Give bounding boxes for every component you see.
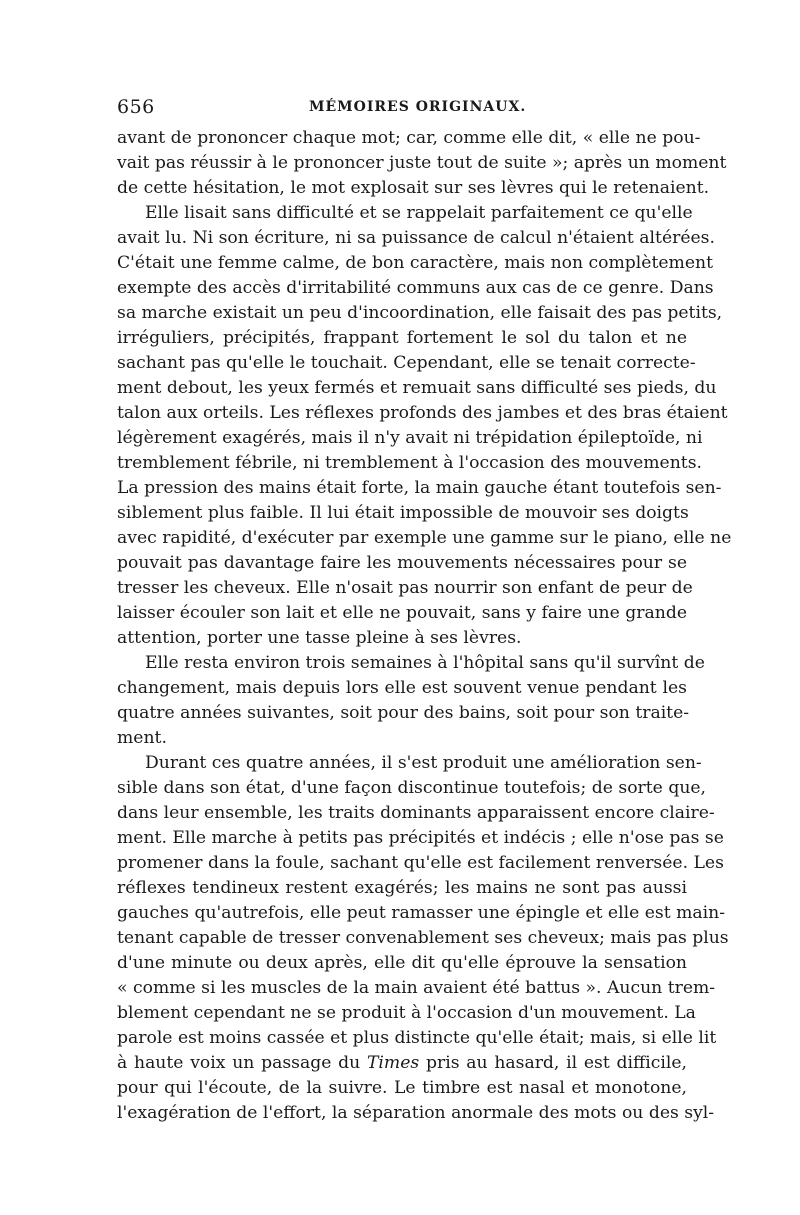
paragraph <box>117 126 727 201</box>
text-line: parole est moins cassée et plus distincte qu'elle était; mais, si elle lit <box>117 1028 717 1048</box>
text-line: tremblement fébrile, ni tremblement à l'occasion des mouvements. <box>117 453 702 473</box>
text-line <box>117 1051 687 1076</box>
text-line: avait lu. Ni son écriture, ni sa puissance de calcul n'étaient altérées. <box>117 228 715 248</box>
text-line: talon aux orteils. Les réflexes profonds des jambes et des bras étaient <box>117 403 728 423</box>
text-line: gauches qu'autrefois, elle peut ramasser une épingle et elle est main- <box>117 903 726 923</box>
text-line: changement, mais depuis lors elle est souvent venue pendant les <box>117 678 687 698</box>
text-line: dans leur ensemble, les traits dominants apparaissent encore claire- <box>117 803 715 823</box>
text-line: vait pas réussir à le prononcer juste tout de suite »; après un moment <box>117 153 727 173</box>
text-line: irréguliers, précipités, frappant fortement le sol du talon et ne <box>117 328 687 348</box>
text-line: tenant capable de tresser convenablement ses cheveux; mais pas plus <box>117 928 729 948</box>
text-line: attention, porter une tasse pleine à ses lèvres. <box>117 628 522 648</box>
text-line: légèrement exagérés, mais il n'y avait ni trépidation épileptoïde, ni <box>117 428 703 448</box>
text-line: Elle lisait sans difficulté et se rappelait parfaitement ce qu'elle <box>145 203 693 223</box>
text-line: siblement plus faible. Il lui était impossible de mouvoir ses doigts <box>117 503 689 523</box>
paragraph <box>117 201 732 651</box>
text-line: exempte des accès d'irritabilité communs aux cas de ce genre. Dans <box>117 278 714 298</box>
text-line: « comme si les muscles de la main avaient été battus ». Aucun trem- <box>117 978 716 998</box>
text-line: laisser écouler son lait et elle ne pouvait, sans y faire une grande <box>117 603 687 623</box>
text-line: sa marche existait un peu d'incoordination, elle faisait des pas petits, <box>117 303 723 323</box>
page-header <box>117 96 687 120</box>
text-line: sible dans son état, d'une façon discontinue toutefois; de sorte que, <box>117 778 707 798</box>
text-line: La pression des mains était forte, la main gauche étant toutefois sen- <box>117 478 722 498</box>
text-line: pouvait pas davantage faire les mouvements nécessaires pour se <box>117 553 687 573</box>
text-line: d'une minute ou deux après, elle dit qu'elle éprouve la sensation <box>117 953 687 973</box>
text-line: blement cependant ne se produit à l'occasion d'un mouvement. La <box>117 1003 696 1023</box>
text-line: ment debout, les yeux fermés et remuait sans difficulté ses pieds, du <box>117 378 717 398</box>
text-line: promener dans la foule, sachant qu'elle est facilement renversée. Les <box>117 853 724 873</box>
text-run: à haute voix un passage du <box>117 1053 367 1073</box>
text-line: Durant ces quatre années, il s'est produit une amélioration sen- <box>145 753 702 773</box>
body-text <box>117 126 732 1126</box>
page-number: 656 <box>117 96 155 118</box>
text-line: Elle resta environ trois semaines à l'hôpital sans qu'il survînt de <box>145 653 705 673</box>
text-line: quatre années suivantes, soit pour des bains, soit pour son traite- <box>117 703 690 723</box>
text-line: l'exagération de l'effort, la séparation anormale des mots ou des syl- <box>117 1103 715 1123</box>
paragraph <box>117 651 705 751</box>
text-line: réflexes tendineux restent exagérés; les mains ne sont pas aussi <box>117 878 687 898</box>
paragraph <box>117 751 729 1126</box>
text-line: de cette hésitation, le mot explosait sur ses lèvres qui le retenaient. <box>117 178 710 198</box>
text-line: ment. <box>117 728 167 748</box>
italic-title: Times <box>366 1053 420 1073</box>
text-line: avant de prononcer chaque mot; car, comme elle dit, « elle ne pou- <box>117 128 701 148</box>
running-head: MÉMOIRES ORIGINAUX. <box>309 99 527 115</box>
text-line: ment. Elle marche à petits pas précipités et indécis ; elle n'ose pas se <box>117 828 724 848</box>
text-line: pour qui l'écoute, de la suivre. Le timbre est nasal et monotone, <box>117 1078 687 1098</box>
text-line: tresser les cheveux. Elle n'osait pas nourrir son enfant de peur de <box>117 578 693 598</box>
text-line: C'était une femme calme, de bon caractère, mais non complètement <box>117 253 713 273</box>
text-run: pris au hasard, il est difficile, <box>419 1053 687 1073</box>
text-line: avec rapidité, d'exécuter par exemple une gamme sur le piano, elle ne <box>117 528 732 548</box>
text-line: sachant pas qu'elle le touchait. Cependant, elle se tenait correcte- <box>117 353 696 373</box>
